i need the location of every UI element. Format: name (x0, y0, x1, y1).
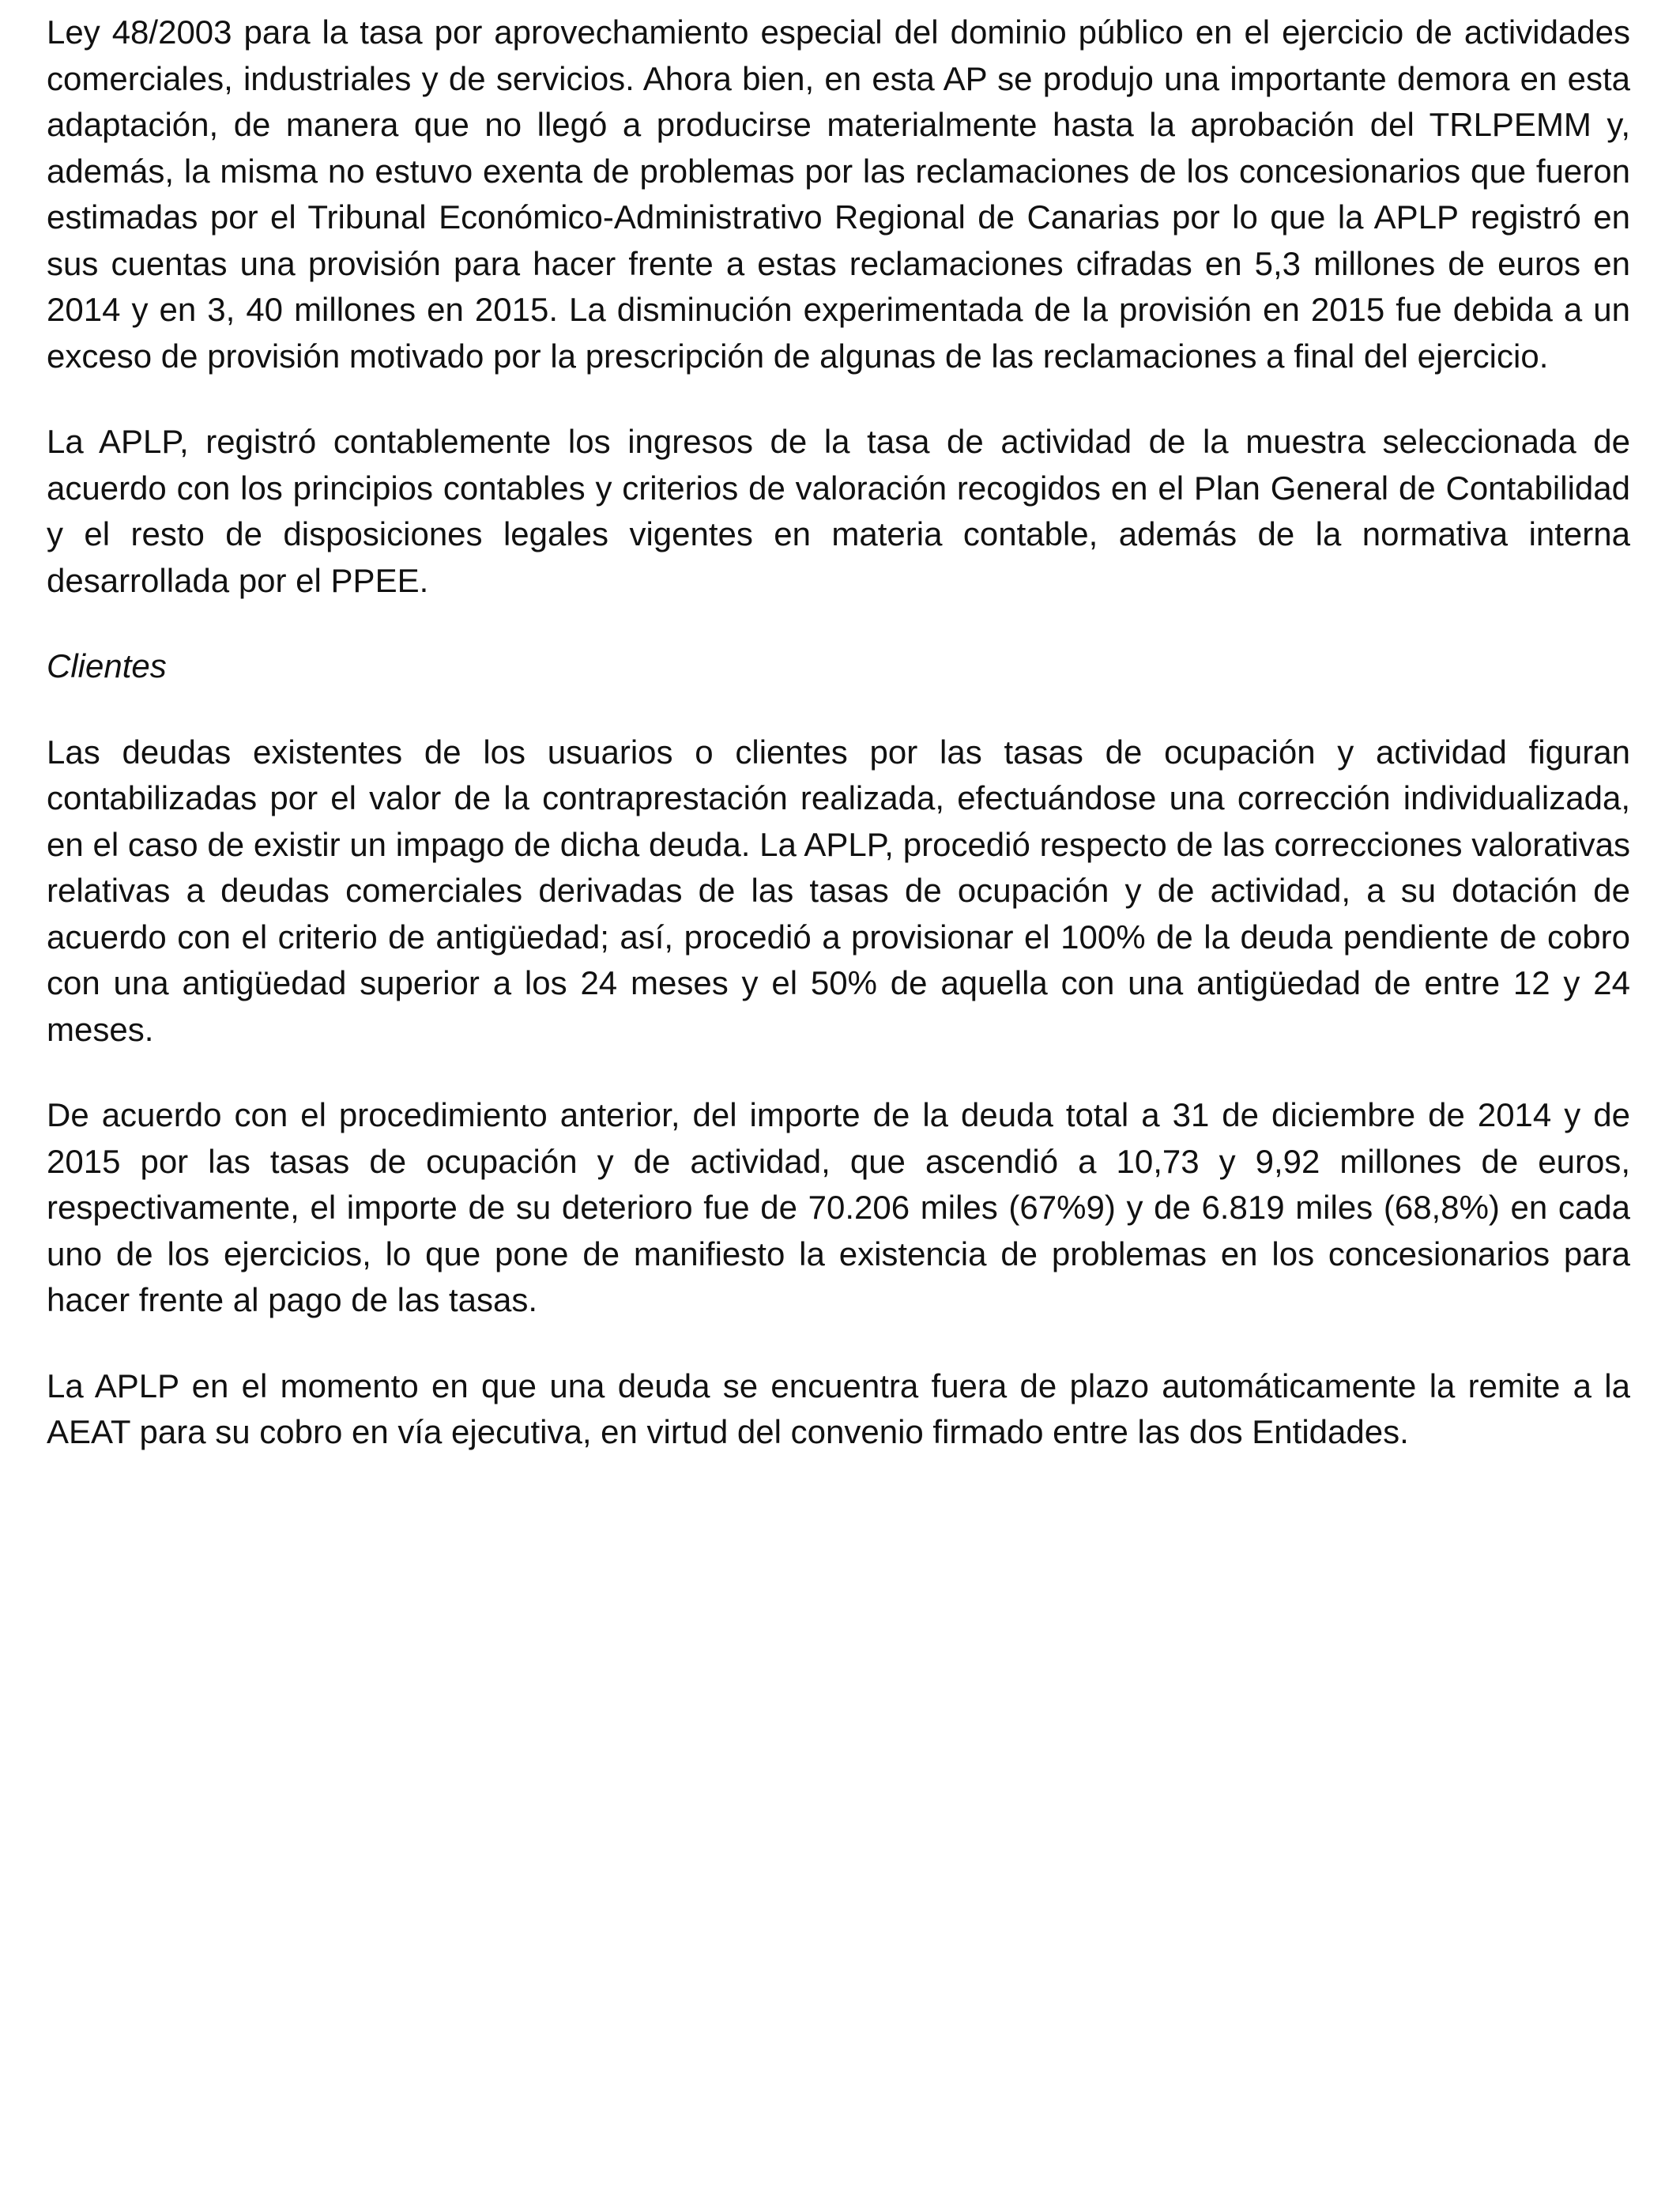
document-page (47, 9, 1630, 1495)
paragraph-deudas-clientes: Las deudas existentes de los usuarios o clientes por las tasas de ocupación y actividad figuran contabilizadas por el valor de la contraprestación realizada, efectuándose una corrección individualizada, en el caso de existir un impago de dicha deuda. La APLP, procedió respecto de las correcciones valorativas relativas a deudas comerciales derivadas de las tasas de ocupación y de actividad, a su dotación de acuerdo con el criterio de antigüedad; así, procedió a provisionar el 100% de la deuda pendiente de cobro con una antigüedad superior a los 24 meses y el 50% de aquella con una antigüedad de entre 12 y 24 meses. (47, 733, 1630, 1048)
paragraph-tasa-actividad-provision: Ley 48/2003 para la tasa por aprovechamiento especial del dominio público en el ejercicio de actividades comerciales, industriales y de servicios. Ahora bien, en esta AP se produjo una importante demora en esta adaptación, de manera que no llegó a producirse materialmente hasta la aprobación del TRLPEMM y, además, la misma no estuvo exenta de problemas por las reclamaciones de los concesionarios que fueron estimadas por el Tribunal Económico-Administrativo Regional de Canarias por lo que la APLP registró en sus cuentas una provisión para hacer frente a estas reclamaciones cifradas en 5,3 millones de euros en 2014 y en 3, 40 millones en 2015. La disminución experimentada de la provisión en 2015 fue debida a un exceso de provisión motivado por la prescripción de algunas de las reclamaciones a final del ejercicio. (47, 13, 1630, 375)
paragraph-remision-aeat: La APLP en el momento en que una deuda se encuentra fuera de plazo automáticamente la remite a la AEAT para su cobro en vía ejecutiva, en virtud del convenio firmado entre las dos Entidades. (47, 1367, 1630, 1450)
paragraph-deterioro-deuda: De acuerdo con el procedimiento anterior, del importe de la deuda total a 31 de diciembre de 2014 y de 2015 por las tasas de ocupación y de actividad, que ascendió a 10,73 y 9,92 millones de euros, respectivamente, el importe de su deterioro fue de 70.206 miles (67%9) y de 6.819 miles (68,8%) en cada uno de los ejercicios, lo que pone de manifiesto la existencia de problemas en los concesionarios para hacer frente al pago de las tasas. (47, 1096, 1630, 1318)
paragraph-registro-contable: La APLP, registró contablemente los ingresos de la tasa de actividad de la muestra seleccionada de acuerdo con los principios contables y criterios de valoración recogidos en el Plan General de Contabilidad y el resto de disposiciones legales vigentes en materia contable, además de la normativa interna desarrollada por el PPEE. (47, 423, 1630, 599)
section-heading-clientes: Clientes (47, 647, 167, 684)
